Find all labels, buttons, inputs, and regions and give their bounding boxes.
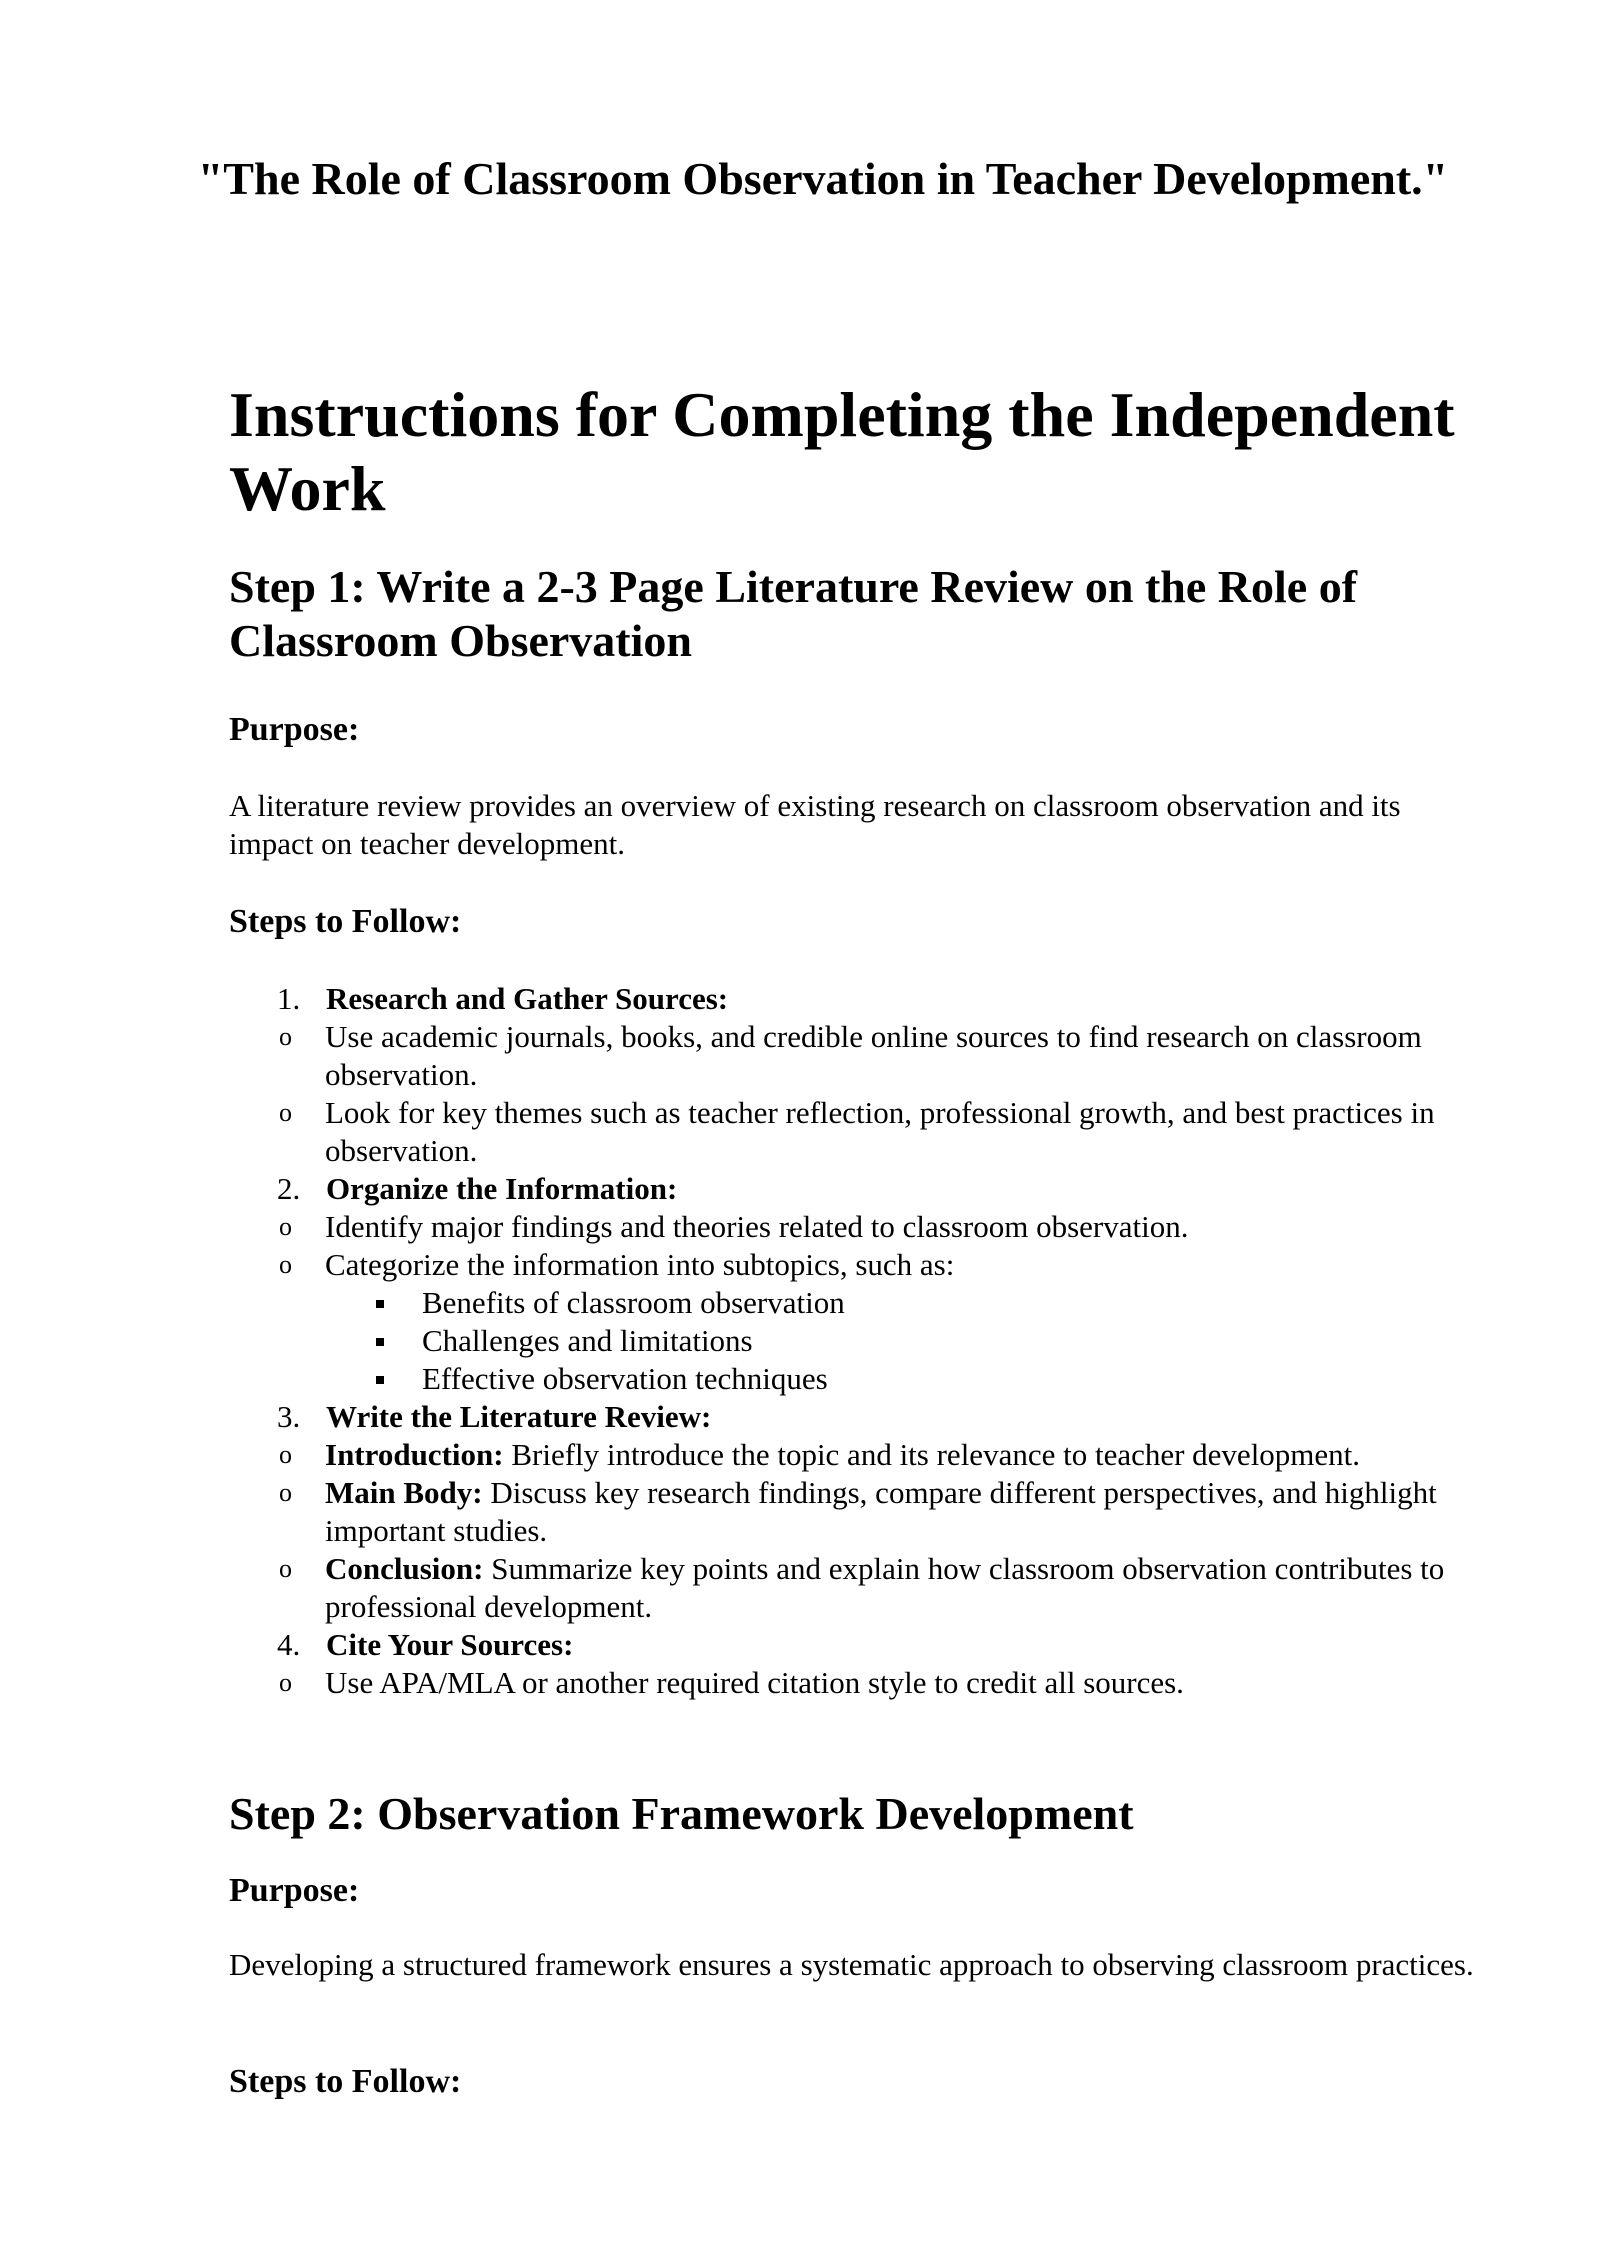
list-item [229, 1398, 1491, 1626]
sub-list [229, 1664, 1491, 1702]
circle-bullet-icon: o [279, 1440, 292, 1469]
square-bullet-icon [376, 1376, 384, 1384]
square-bullet-icon [376, 1338, 384, 1346]
document-title: "The Role of Classroom Observation in Teacher Development." [197, 153, 1449, 204]
step1-ordered-list [229, 980, 1491, 1702]
list-item-title: Cite Your Sources: [326, 1627, 574, 1662]
sub-list-item [229, 1094, 1491, 1170]
sub-list-item [229, 1550, 1491, 1626]
list-item [229, 1626, 1491, 1702]
sub-item-text: Discuss key research findings, compare different perspectives, and highlight important studies. [325, 1475, 1437, 1548]
bullet-item [325, 1360, 1491, 1398]
document-page [197, 150, 1491, 2100]
sub-list [229, 1018, 1491, 1170]
list-item-title: Organize the Information: [326, 1171, 678, 1206]
sub-list-item [229, 1018, 1491, 1094]
bullet-text: Benefits of classroom observation [422, 1285, 845, 1320]
step2-steps-label-block [229, 2062, 1491, 2102]
sub-list [229, 1436, 1491, 1626]
sub-item-bold: Introduction: [325, 1437, 504, 1472]
sub-list-item [229, 1436, 1491, 1474]
step2-purpose-block [229, 1946, 1491, 1984]
sub-list [229, 1208, 1491, 1398]
bullet-item [325, 1284, 1491, 1322]
circle-bullet-icon: o [279, 1250, 292, 1279]
circle-bullet-icon: o [279, 1478, 292, 1507]
bullet-text: Effective observation techniques [422, 1361, 828, 1396]
step2-purpose-text: Developing a structured framework ensures a systematic approach to observing classroom practices. [229, 1947, 1474, 1982]
square-bullet-icon [376, 1300, 384, 1308]
sub-item-text: Look for key themes such as teacher reflection, professional growth, and best practices in observation. [325, 1095, 1435, 1168]
circle-bullet-icon: o [279, 1212, 292, 1241]
circle-bullet-icon: o [279, 1022, 292, 1051]
main-heading: Instructions for Completing the Independent Work [229, 379, 1455, 524]
sub-item-bold: Main Body: [325, 1475, 483, 1510]
sub-item-text: Categorize the information into subtopics, such as: [325, 1247, 955, 1282]
circle-bullet-icon: o [279, 1098, 292, 1127]
step1-heading: Step 1: Write a 2-3 Page Literature Review on the Role of Classroom Observation [229, 561, 1358, 666]
sub-list-item [229, 1208, 1491, 1246]
list-item-title: Research and Gather Sources: [326, 981, 729, 1016]
list-number: 3. [277, 1399, 301, 1434]
circle-bullet-icon: o [279, 1554, 292, 1583]
list-item [229, 1170, 1491, 1398]
list-number: 1. [277, 981, 301, 1016]
sub-item-text: Use APA/MLA or another required citation style to credit all sources. [325, 1665, 1184, 1700]
step1-purpose-label: Purpose: [229, 711, 360, 748]
sub-item-bold: Conclusion: [325, 1551, 484, 1586]
list-item [229, 980, 1491, 1170]
bullet-text: Challenges and limitations [422, 1323, 753, 1358]
bullet-list [325, 1284, 1491, 1398]
step1-steps-label: Steps to Follow: [229, 903, 462, 940]
sub-item-text: Use academic journals, books, and credible online sources to find research on classroom observation. [325, 1019, 1422, 1092]
step1-purpose-block [229, 787, 1491, 863]
list-number: 4. [277, 1627, 301, 1662]
step2-purpose-label: Purpose: [229, 1872, 360, 1909]
step2-purpose-label-block [229, 1871, 1491, 1911]
step1-list-block [229, 980, 1491, 1702]
step2-heading: Step 2: Observation Framework Development [229, 1788, 1134, 1839]
step1-section [229, 560, 1491, 668]
list-item-title: Write the Literature Review: [326, 1399, 712, 1434]
bullet-item [325, 1322, 1491, 1360]
sub-item-text: Briefly introduce the topic and its relevance to teacher development. [503, 1437, 1361, 1472]
sub-item-text: Summarize key points and explain how classroom observation contributes to professional development. [325, 1551, 1445, 1624]
step2-steps-label: Steps to Follow: [229, 2063, 462, 2100]
list-number: 2. [277, 1171, 301, 1206]
circle-bullet-icon: o [279, 1668, 292, 1697]
sub-list-item [229, 1664, 1491, 1702]
sub-list-item [229, 1246, 1491, 1398]
sub-list-item [229, 1474, 1491, 1550]
sub-item-text: Identify major findings and theories related to classroom observation. [325, 1209, 1189, 1244]
step2-section [229, 1787, 1491, 1841]
step1-purpose-label-block [229, 710, 1491, 750]
step1-steps-label-block [229, 902, 1491, 942]
step1-purpose-text: A literature review provides an overview of existing research on classroom observation and its impact on teacher development. [229, 788, 1401, 861]
